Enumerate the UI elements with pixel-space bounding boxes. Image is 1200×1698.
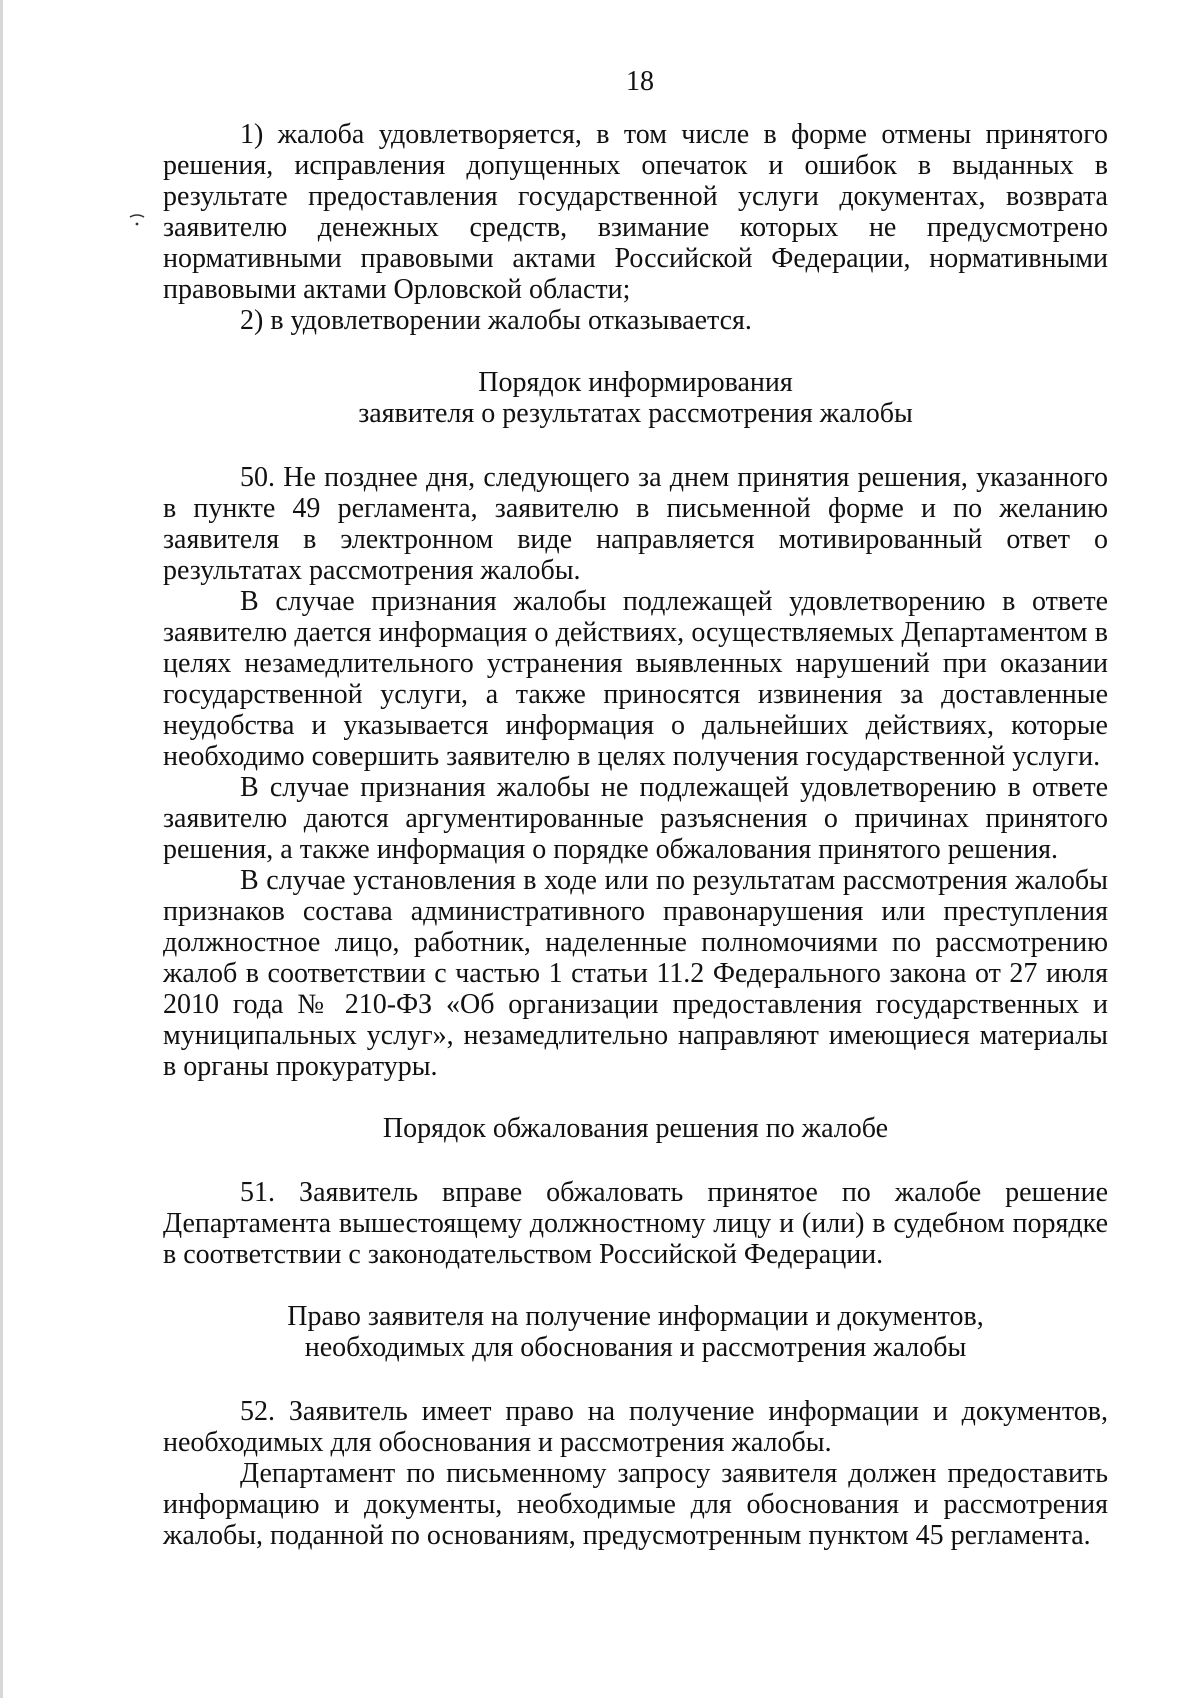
paragraph-item-1: 1) жалоба удовлетворяется, в том числе в форме отмены принятого решения, исправления допущенных опечаток и ошибок в выданных в результате предоставления государственной услуги документах, возврата заявителю денежных средств, взимание которых не предусмотрено нормативными правовыми актами Российской Федерации, нормативными правовыми актами Орловской области;	[163, 119, 1108, 305]
heading-line: Порядок информирования	[478, 367, 793, 398]
heading-line: необходимых для обоснования и рассмотрения жалобы	[304, 1332, 967, 1363]
section-heading-appeal	[163, 1113, 1108, 1144]
document-body	[163, 119, 1108, 1551]
paragraph-51: 51. Заявитель вправе обжаловать принятое по жалобе решение Департамента вышестоящему должностному лицу и (или) в судебном порядке в соответствии с законодательством Российской Федерации.	[163, 1177, 1108, 1270]
paragraph-52: 52. Заявитель имеет право на получение информации и документов, необходимых для обоснования и рассмотрения жалобы.	[163, 1396, 1108, 1458]
paragraph-rejected-case: В случае признания жалобы не подлежащей удовлетворению в ответе заявителю даются аргументированные разъяснения о причинах принятого решения, а также информация о порядке обжалования принятого решения.	[163, 772, 1108, 865]
margin-mark-icon	[128, 214, 146, 228]
section-heading-informing	[163, 367, 1108, 429]
scan-edge	[0, 0, 3, 1698]
section-heading-right-to-information	[163, 1301, 1108, 1363]
paragraph-50: 50. Не позднее дня, следующего за днем принятия решения, указанного в пункте 49 регламента, заявителю в письменной форме и по желанию заявителя в электронном виде направляется мотивированный ответ о результатах рассмотрения жалобы.	[163, 462, 1108, 586]
heading-line: заявителя о результатах рассмотрения жалобы	[358, 398, 913, 429]
paragraph-violation-case: В случае установления в ходе или по результатам рассмотрения жалобы признаков состава административного правонарушения или преступления должностное лицо, работник, наделенные полномочиями по рассмотрению жалоб в соответствии с частью 1 статьи 11.2 Федерального закона от 27 июля 2010 года № 210-ФЗ «Об организации предоставления государственных и муниципальных услуг», незамедлительно направляют имеющиеся материалы в органы прокуратуры.	[163, 865, 1108, 1082]
paragraph-satisfied-case: В случае признания жалобы подлежащей удовлетворению в ответе заявителю дается информация о действиях, осуществляемых Департаментом в целях незамедлительного устранения выявленных нарушений при оказании государственной услуги, а также приносятся извинения за доставленные неудобства и указывается информация о дальнейших действиях, которые необходимо совершить заявителю в целях получения государственной услуги.	[163, 586, 1108, 772]
heading-line: Право заявителя на получение информации и документов,	[287, 1301, 984, 1332]
paragraph-department-request: Департамент по письменному запросу заявителя должен предоставить информацию и документы, необходимые для обоснования и рассмотрения жалобы, поданной по основаниям, предусмотренным пунктом 45 регламента.	[163, 1458, 1108, 1551]
page-number: 18	[626, 66, 654, 97]
paragraph-item-2: 2) в удовлетворении жалобы отказывается.	[240, 305, 752, 336]
heading-line: Порядок обжалования решения по жалобе	[382, 1113, 889, 1144]
